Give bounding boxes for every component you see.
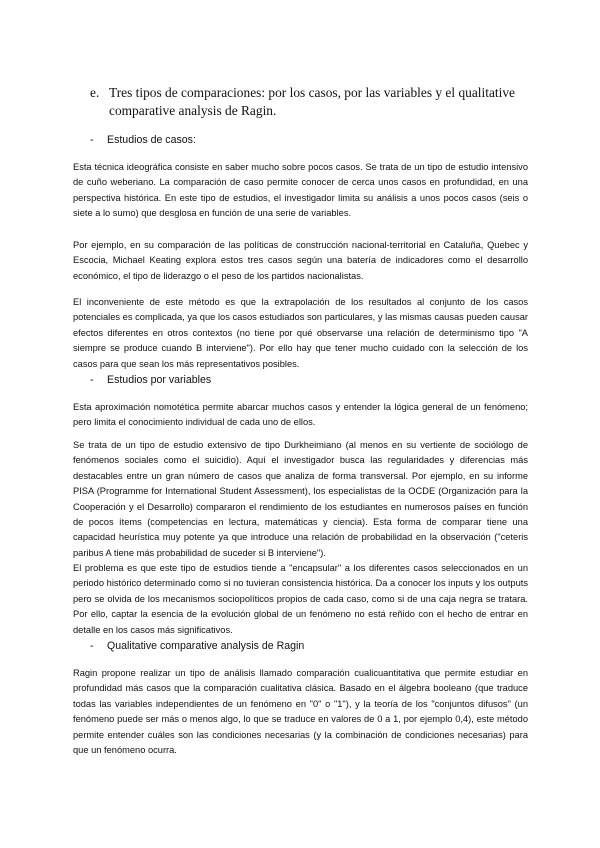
- paragraph: Ragin propone realizar un tipo de análisis llamado comparación cualicuantitativa que permite estudiar en profundidad más casos que la comparación cualitativa clásica. Basado en el álgebra booleano (que traduce todas las variables independientes de un fenómeno en "0" o "1"), y la teoría de los "conjuntos difusos" (un fenómeno puede ser más o menos algo, lo que se traduce en valores de 0 a 1, por ejemplo 0,4), este método permite entender cuáles son las condiciones necesarias (y la combinación de condiciones necesarias) para que un fenómeno ocurra.: [73, 668, 528, 756]
- paragraph: El problema es que este tipo de estudios tiende a "encapsular" a los diferentes casos seleccionados en un periodo histórico determinado como si no tuvieran consistencia histórica. Da a conocer los inputs y los outputs pero se olvida de los mecanismos sociopolíticos propios de cada caso, como si de una caja negra se tratara. Por ello, captar la esencia de la evolución global de un fenómeno no está reñido con el hecho de entrar en detalle en los casos más significativos.: [73, 563, 528, 635]
- dash-bullet: -: [90, 374, 94, 386]
- subheading-text: Estudios por variables: [107, 374, 212, 386]
- dash-bullet: -: [90, 640, 94, 652]
- paragraph: Esta técnica ideográfica consiste en saber mucho sobre pocos casos. Se trata de un tipo de estudio intensivo de cuño weberiano. La comparación de caso permite conocer de cerca unos casos en profundidad, en una perspectiva histórica. En este tipo de estudios, el investigador limita su análisis a unos pocos casos (seis o siete a lo sumo) que desglosa en función de una serie de variables.: [73, 162, 528, 219]
- paragraph: Esta aproximación nomotética permite abarcar muchos casos y entender la lógica general de un fenómeno; pero limita el conocimiento individual de cada uno de ellos.: [73, 402, 528, 428]
- list-marker: e.: [90, 85, 100, 100]
- subheading-estudios-por-variables: [90, 373, 211, 387]
- section-heading: [90, 84, 530, 120]
- section-heading-text: Tres tipos de comparaciones: por los casos, por las variables y el qualitative comparative analysis de Ragin.: [109, 85, 515, 118]
- dash-bullet: -: [90, 134, 94, 146]
- subheading-text: Qualitative comparative analysis de Ragin: [107, 640, 305, 652]
- paragraph: Se trata de un tipo de estudio extensivo de tipo Durkheimiano (al menos en su vertiente de sociólogo de fenómenos sociales como el suicidio). Aquí el investigador busca las regularidades y diferencias más destacables entre un gran número de casos que analiza de forma transversal. Por ejemplo, en su informe PISA (Programme for International Student Assessment), los especialistas de la OCDE (Organización para la Cooperación y el Desarrollo) compararon el rendimiento de los estudiantes en numerosos países en función de pocos ítems (competencias en lectura, matemáticas y ciencia). Esta forma de comparar tiene una capacidad heurística muy potente ya que introduce una relación de probabilidad en la observación ("ceteris paribus A tiene más probabilidad de suceder si B interviene").: [73, 440, 528, 558]
- subheading-qualitative-comparative-analysis: [90, 639, 304, 653]
- paragraph: Por ejemplo, en su comparación de las políticas de construcción nacional-territorial en Cataluña, Quebec y Escocia, Michael Keating explora estos tres casos según una batería de indicadores como el desarrollo económico, el tipo de liderazgo o el peso de los partidos nacionalistas.: [73, 240, 528, 281]
- subheading-estudios-de-casos: [90, 133, 196, 147]
- subheading-text: Estudios de casos:: [107, 134, 196, 146]
- paragraph: El inconveniente de este método es que la extrapolación de los resultados al conjunto de los casos potenciales es complicada, ya que los casos estudiados son particulares, y las mismas causas pueden causar efectos diferentes en otros contextos (no tiene por qué observarse una relación de determinismo tipo "A siempre se produce cuando B interviene"). Por ello hay que tener mucho cuidado con la selección de los casos para que sean los más representativos posibles.: [73, 297, 528, 369]
